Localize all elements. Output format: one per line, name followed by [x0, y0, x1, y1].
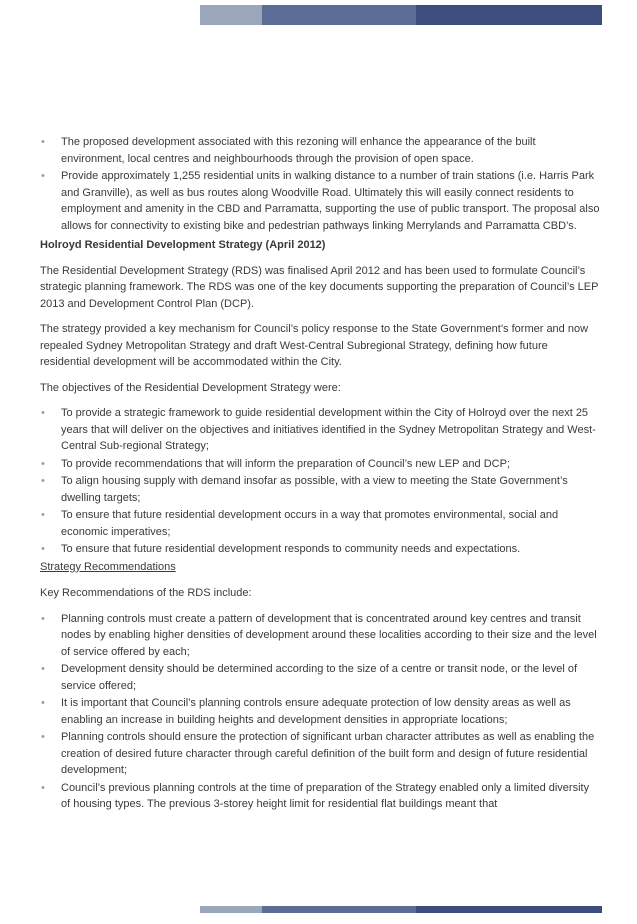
list-item: • Council’s previous planning controls at the time of preparation of the Strategy enabled only a limited diversity of housing types. The previous 3-storey height limit for residential flat buildings meant that	[41, 781, 590, 810]
list-item: • Development density should be determined according to the size of a centre or transit node, or the level of service offered;	[41, 663, 578, 692]
bullet-icon: •	[41, 407, 45, 419]
bullet-icon: •	[41, 457, 45, 470]
list-item: • To ensure that future residential development occurs in a way that promotes environmental, social and economic imperatives;	[41, 509, 559, 538]
paragraph-strategy-mechanism: The strategy provided a key mechanism for Council’s policy response to the State Government’s former and now repealed Sydney Metropolitan Strategy and draft West-Central Subregional Strategy, defining how future residential development will be accommodated within the City.	[40, 323, 589, 368]
paragraph-rds-intro: The Residential Development Strategy (RDS) was finalised April 2012 and has been used to formulate Council’s strategic planning framework. The RDS was one of the key documents supporting the preparation of Council’s LEP 2013 and Development Control Plan (DCP).	[40, 264, 599, 310]
list-item: • Planning controls must create a pattern of development that is concentrated around key centres and transit nodes by enabling higher densities of development around these localities according to their size and the level of service offered by each;	[41, 612, 597, 658]
paragraph-key-recommendations: Key Recommendations of the RDS include:	[40, 587, 252, 599]
bullet-icon: •	[41, 475, 45, 487]
bullet-icon: •	[41, 663, 45, 675]
header-bar-segment-light	[200, 5, 262, 25]
list-item: • Provide approximately 1,255 residential units in walking distance to a number of train stations (i.e. Harris Park and Granville), as well as bus routes along Woodville Road. Ultimately this will easily connect residents to employment and amenity in the CBD and Parramatta, supporting the use of public transport. The proposal also allows for connectivity to existing bike and pedestrian pathways linking Merrylands and Parramatta CBD’s.	[41, 170, 600, 232]
bullet-icon: •	[41, 781, 45, 794]
bullet-icon: •	[41, 697, 45, 709]
list-item: • The proposed development associated with this rezoning will enhance the appearance of the built environment, local centres and neighbourhoods through the provision of open space.	[41, 136, 536, 165]
header-bar-segment-dark	[416, 5, 602, 25]
paragraph-objectives-intro: The objectives of the Residential Development Strategy were:	[40, 381, 341, 394]
list-item: • To provide recommendations that will inform the preparation of Council’s new LEP and DCP;	[40, 456, 600, 473]
intro-bullet-list	[40, 134, 600, 234]
footer-bar-segment-dark	[416, 906, 602, 913]
list-item: • To provide a strategic framework to guide residential development within the City of Holroyd over the next 25 years that will deliver on the objectives and initiatives identified in the Sydney Metropolitan Strategy and West-Central Sub-regional Strategy;	[41, 407, 596, 452]
header-color-bar	[200, 5, 602, 25]
list-item: • To align housing supply with demand insofar as possible, with a view to meeting the State Government’s dwelling targets;	[41, 475, 568, 504]
header-bar-segment-mid	[262, 5, 416, 25]
footer-bar-segment-light	[200, 906, 262, 913]
objectives-bullet-list	[40, 405, 600, 558]
bullet-icon: •	[41, 136, 45, 148]
bullet-icon: •	[41, 543, 45, 555]
bullet-icon: •	[41, 509, 45, 521]
bullet-icon: •	[41, 612, 45, 625]
recommendations-bullet-list	[40, 611, 600, 813]
section-heading: Holroyd Residential Development Strategy (April 2012)	[40, 239, 326, 251]
bullet-icon: •	[41, 170, 45, 182]
subheading-strategy-recommendations: Strategy Recommendations	[40, 560, 176, 573]
document-body	[40, 134, 600, 814]
bullet-icon: •	[41, 731, 45, 743]
footer-bar-segment-mid	[262, 906, 416, 913]
list-item: • To ensure that future residential development responds to community needs and expectations.	[40, 541, 600, 558]
footer-color-bar	[200, 906, 602, 913]
list-item: • Planning controls should ensure the protection of significant urban character attributes as well as enabling the creation of desired future character through careful definition of the built form and design of future residential development;	[41, 731, 595, 776]
list-item: • It is important that Council’s planning controls ensure adequate protection of low density areas as well as enabling an increase in building heights and development densities in appropriate locations;	[41, 697, 571, 726]
